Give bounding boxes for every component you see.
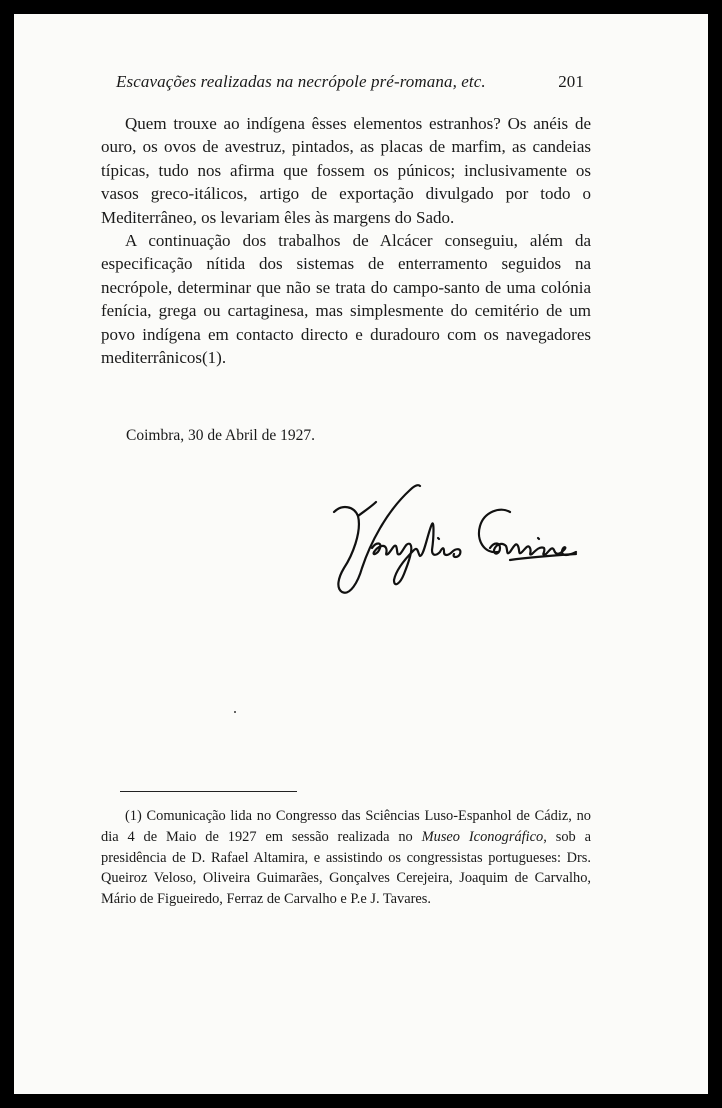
footnote-text-2: , sob a presidência de D. Rafael Altamira, e assistindo os congressistas portugueses: Drs. Queiroz Veloso, Oliveira Guimarães, Gonçalves Cerejeira, Joaquim de Carvalho, Mário de Figueiredo, Ferraz de Carvalho e P.e J. Tavares. bbox=[101, 828, 591, 908]
handwritten-signature bbox=[314, 476, 584, 616]
dateline: Coimbra, 30 de Abril de 1927. bbox=[126, 427, 315, 444]
book-page bbox=[14, 14, 708, 1094]
page-number: 201 bbox=[558, 72, 584, 91]
print-speck bbox=[234, 711, 236, 713]
footnote-reference: (1) bbox=[202, 348, 222, 368]
paragraph-2-end: . bbox=[221, 348, 227, 368]
footnote-marker: (1) bbox=[125, 808, 142, 824]
footnote-museum: Museo Iconográfico bbox=[421, 828, 544, 845]
paragraph-2 bbox=[101, 229, 591, 369]
footnote bbox=[101, 806, 591, 910]
running-head bbox=[116, 72, 584, 92]
footnote-paragraph bbox=[101, 806, 591, 910]
footnote-text-1: Comunicação lida no Congresso das Sciências Luso-Espanhol de Cádiz, no dia 4 de Maio de 1927 em sessão realizada no bbox=[101, 808, 591, 845]
running-head-title: Escavações realizadas na necrópole pré-romana, etc. bbox=[116, 72, 486, 91]
paragraph-2-text: A continuação dos trabalhos de Alcácer conseguiu, além da especificação nítida dos sistemas de enterramento seguidos na necrópole, determinar que não se trata do campo-santo de uma colónia fenícia, grega ou cartaginesa, mas simplesmente do cemitério de um povo indígena em contacto directo e duradouro com os navegadores mediterrânicos bbox=[101, 231, 591, 368]
paragraph-1: Quem trouxe ao indígena êsses elementos estranhos? Os anéis de ouro, os ovos de avestruz, pintados, as placas de marfim, as candeias típicas, tudo nos afirma que fossem os púnicos; inclusivamente os vasos greco-itálicos, artigo de exportação divulgado por todo o Mediterrâneo, os levariam êles às margens do Sado. bbox=[101, 114, 591, 227]
footnote-rule bbox=[120, 791, 297, 792]
body-text bbox=[101, 112, 591, 369]
